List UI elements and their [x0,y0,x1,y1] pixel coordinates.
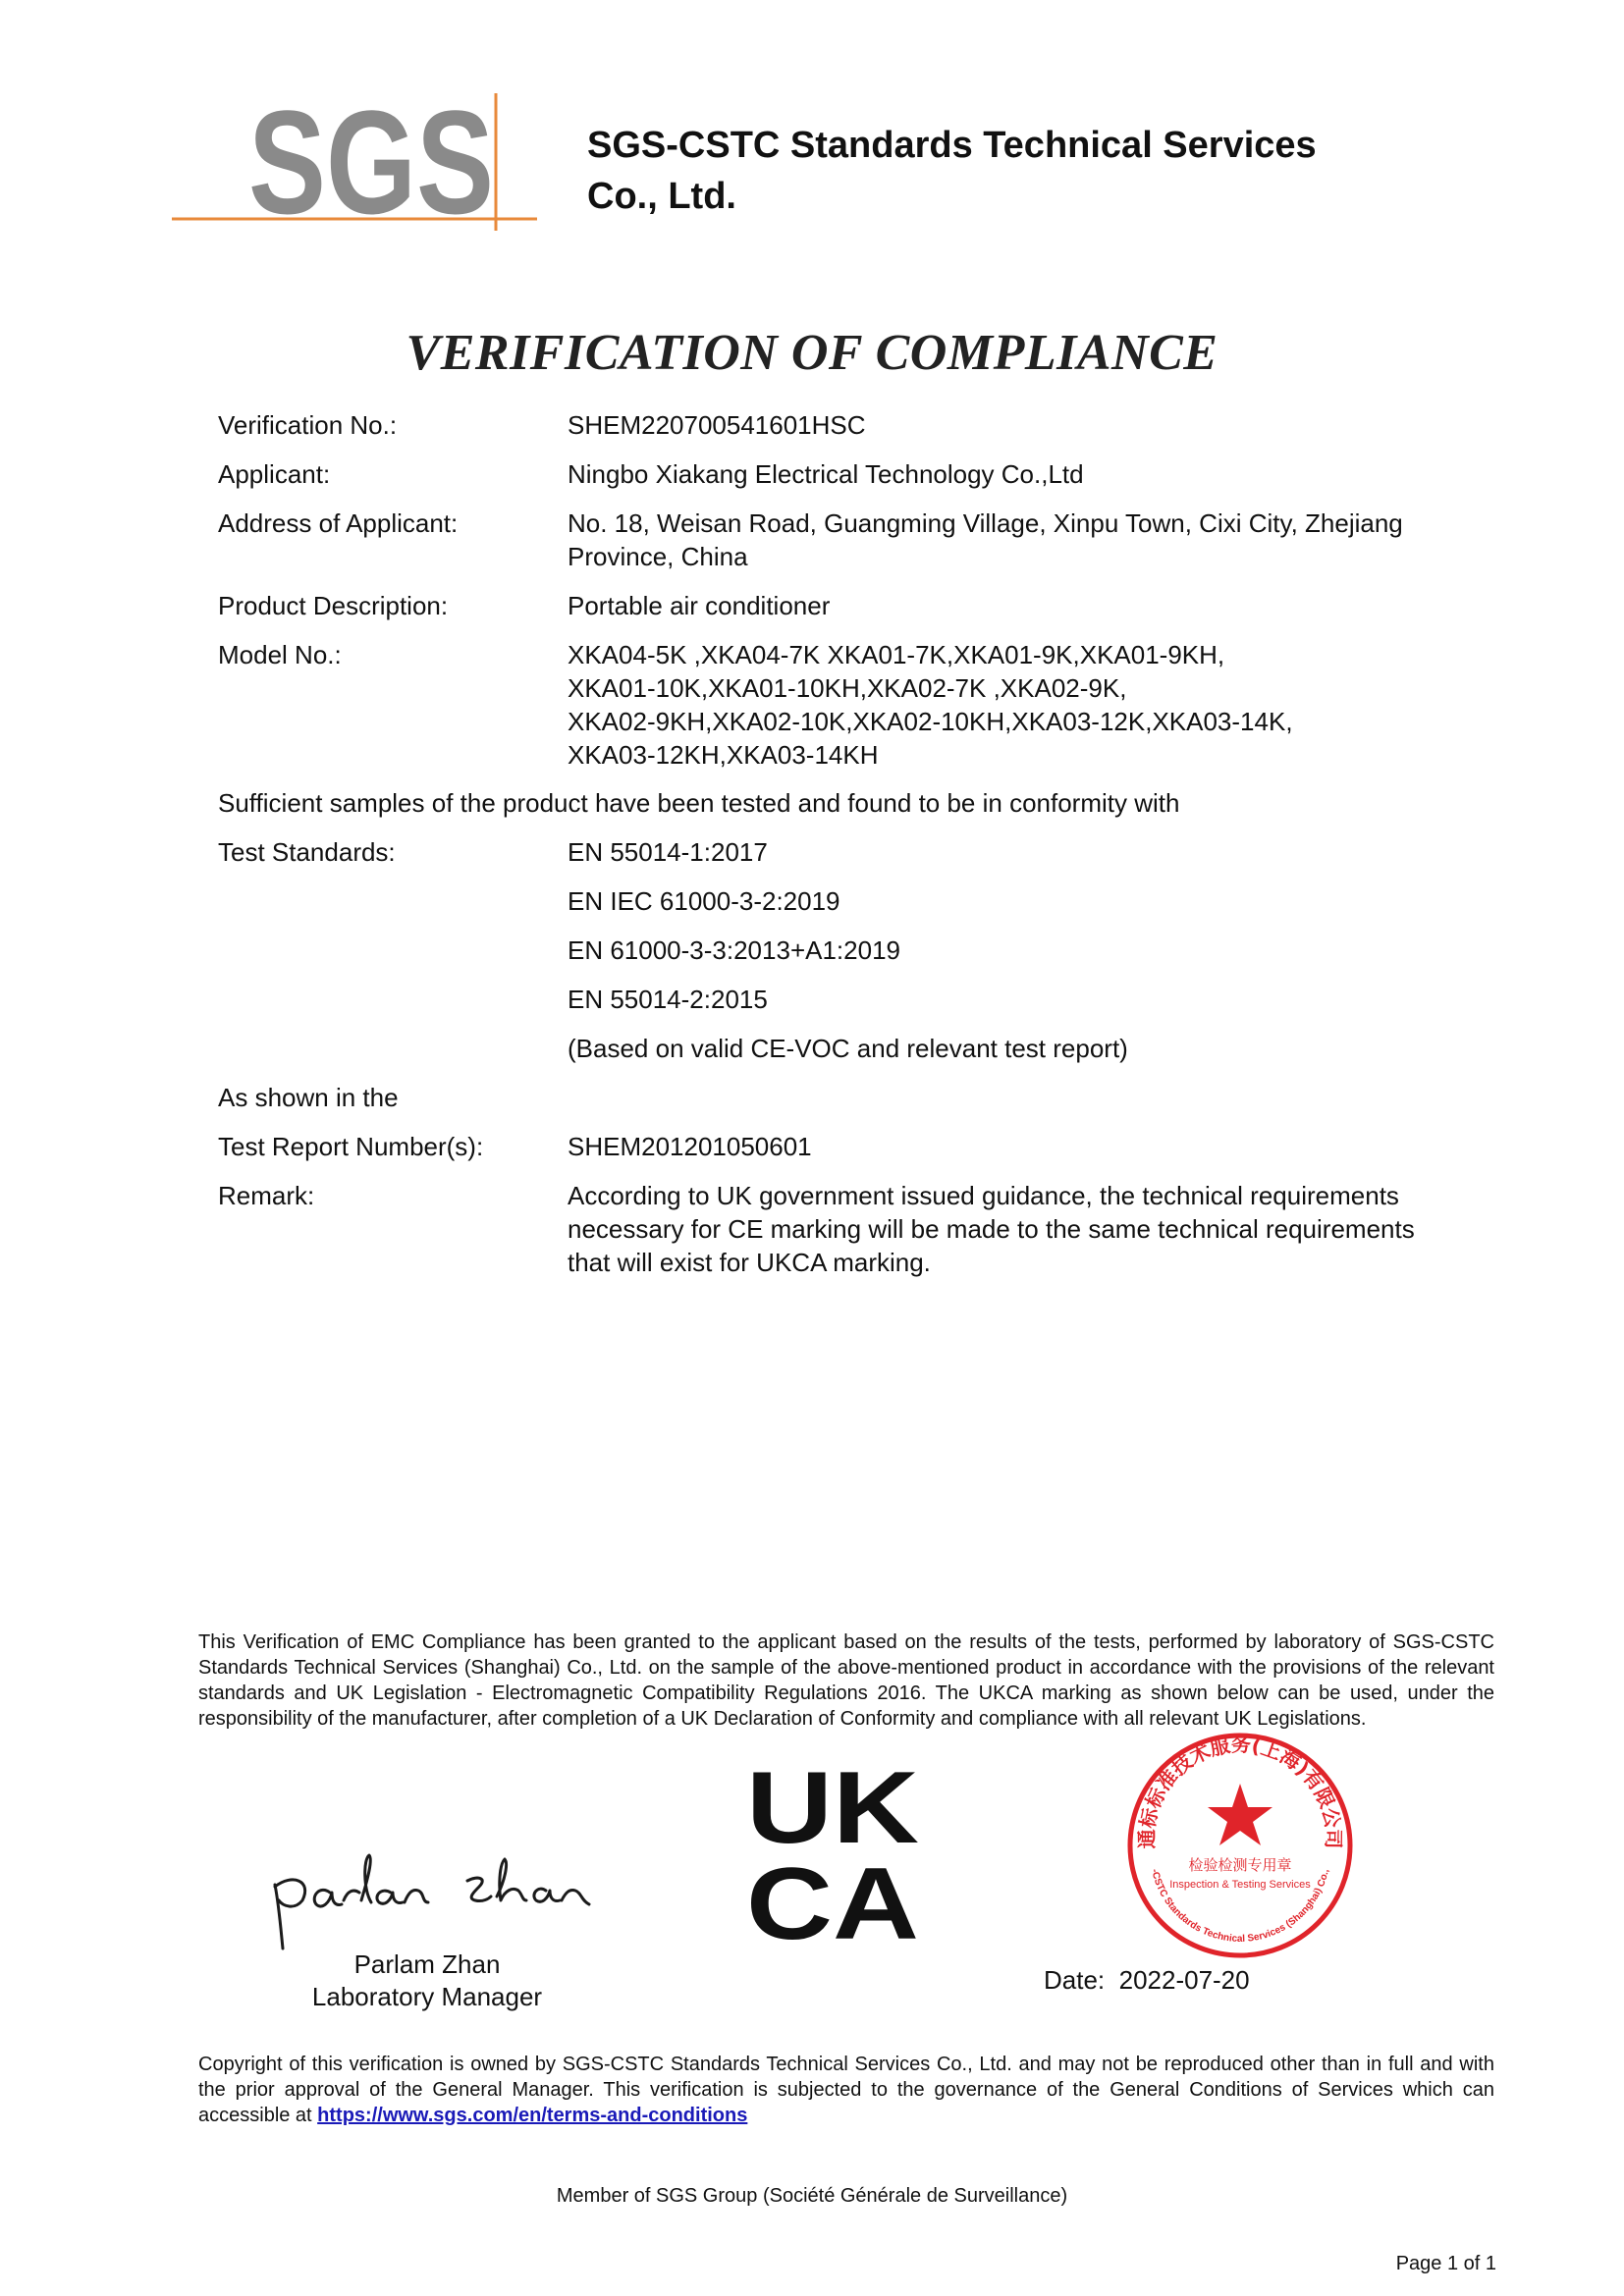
remark-line: According to UK government issued guidance, the technical requirements [568,1181,1399,1210]
model-line: XKA01-10K,XKA01-10KH,XKA02-7K ,XKA02-9K, [568,673,1127,703]
signer-block [295,1949,560,2013]
date-value: 2022-07-20 [1118,1965,1250,1995]
sgs-logo [172,93,545,231]
address-label: Address of Applicant: [218,508,459,538]
model-line: XKA03-12KH,XKA03-14KH [568,740,879,770]
seal-ring-text: 通标标准技术服务(上海)有限公司 [1134,1733,1346,1849]
page-number: Page 1 of 1 [1395,2253,1496,2274]
verification-no-label: Verification No.: [218,410,398,440]
ukca-line-uk: UK [746,1762,919,1865]
product-value: Portable air conditioner [568,591,831,620]
signer-role: Laboratory Manager [311,1982,543,2011]
model-value [568,638,1500,772]
address-line: No. 18, Weisan Road, Guangming Village, Xinpu Town, Cixi City, Zhejiang [568,508,1403,538]
company-seal [1117,1723,1363,1973]
date-label: Date: [1044,1965,1106,1995]
company-name [587,120,1317,222]
company-name-line2: Co., Ltd. [587,176,736,217]
issue-date [1044,1963,1250,1997]
standards-label: Test Standards: [218,837,396,867]
seal-inner-cn: 检验检测专用章 [1188,1856,1292,1874]
model-line: XKA04-5K ,XKA04-7K XKA01-7K,XKA01-9K,XKA01-9KH, [568,640,1225,669]
member-footer: Member of SGS Group (Société Générale de Surveillance) [556,2185,1068,2207]
report-number-value: SHEM201201050601 [568,1132,812,1161]
terms-link[interactable]: https://www.sgs.com/en/terms-and-conditions [317,2105,748,2126]
remark-value [568,1179,1500,1279]
legal-paragraph: This Verification of EMC Compliance has been granted to the applicant based on the results of the tests, performed by laboratory of SGS-CSTC Standards Technical Services (Shanghai) Co., Ltd. on the sample of the above-mentioned product in accordance with the provisions of the relevant standards and UK Legislation - Electromagnetic Compatibility Regulations 2016. The UKCA marking as shown below can be used, under the responsibility of the manufacturer, after completion of a UK Declaration of Conformity and compliance with all relevant UK Legislations. [198,1631,1494,1730]
standard-item: EN 55014-1:2017 [568,837,768,867]
address-value [568,507,1500,573]
seal-star-icon [1208,1784,1272,1845]
signer-name: Parlam Zhan [353,1949,501,1979]
standard-item: EN 61000-3-3:2013+A1:2019 [568,935,900,965]
company-name-line1: SGS-CSTC Standards Technical Services [587,125,1317,166]
ukca-line-ca: CA [746,1847,919,1949]
remark-label: Remark: [218,1181,315,1210]
handwritten-signature [265,1845,599,1958]
model-label: Model No.: [218,640,342,669]
copyright-text: Copyright of this verification is owned by SGS-CSTC Standards Technical Services Co., Ltd. and may not be reproduced other than in full and with the prior approval of the General Manager. This verification is subjected to the governance of the General Conditions of Services which can accessible at [198,2054,1494,2126]
applicant-label: Applicant: [218,459,331,489]
seal-bottom-text: -CSTC Standards Technical Services (Shanghai) Co., [1149,1868,1331,1945]
report-number-label: Test Report Number(s): [218,1132,484,1161]
remark-line: necessary for CE marking will be made to the same technical requirements [568,1214,1415,1244]
verification-no-value: SHEM220700541601HSC [568,410,866,440]
model-line: XKA02-9KH,XKA02-10K,XKA02-10KH,XKA03-12K,XKA03-14K, [568,707,1293,736]
standard-item: EN 55014-2:2015 [568,985,768,1014]
copyright-paragraph [198,2052,1494,2128]
product-label: Product Description: [218,591,449,620]
as-shown-label: As shown in the [218,1083,399,1112]
applicant-value: Ningbo Xiakang Electrical Technology Co.,Ltd [568,459,1084,489]
standard-note: (Based on valid CE-VOC and relevant test report) [568,1034,1128,1063]
standard-item: EN IEC 61000-3-2:2019 [568,886,840,916]
remark-line: that will exist for UKCA marking. [568,1248,931,1277]
address-line: Province, China [568,542,748,571]
seal-inner-en: Inspection & Testing Services [1169,1879,1311,1891]
document-title: VERIFICATION OF COMPLIANCE [406,325,1218,381]
ukca-mark [746,1762,923,1953]
sgs-logo-text: SGS [248,93,494,231]
conformity-statement: Sufficient samples of the product have been tested and found to be in conformity with [218,788,1180,818]
